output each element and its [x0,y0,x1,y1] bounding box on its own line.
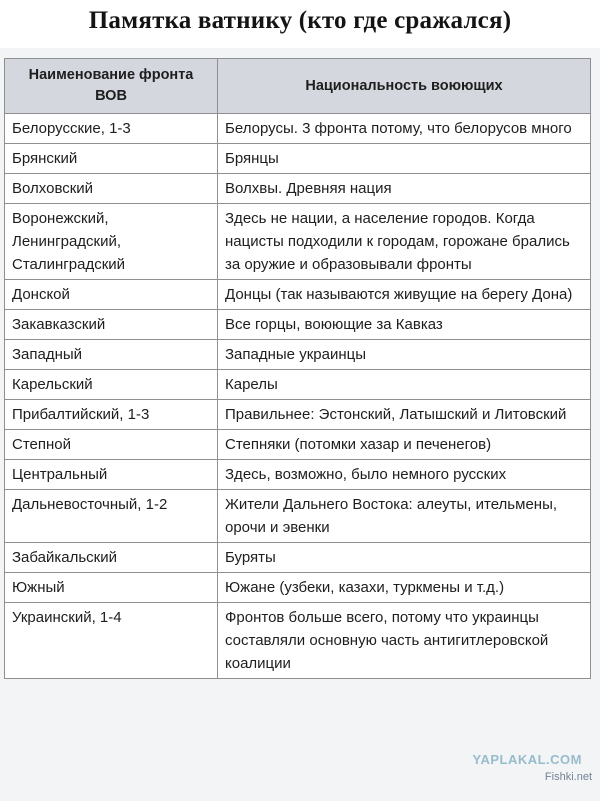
front-name-cell: Волховский [5,174,218,204]
watermark-yaplakal: YAPLAKAL.COM [472,752,582,767]
table-header-row [5,59,591,114]
watermark [472,752,592,783]
front-name-cell: Степной [5,430,218,460]
front-name-cell: Воронежский, Ленинградский, Сталинградский [5,204,218,280]
nationality-cell: Брянцы [218,144,591,174]
front-name-cell: Закавказский [5,310,218,340]
table-row [5,490,591,543]
table-row [5,400,591,430]
front-name-cell: Брянский [5,144,218,174]
table-row [5,340,591,370]
front-name-cell: Прибалтийский, 1-3 [5,400,218,430]
front-name-cell: Западный [5,340,218,370]
nationality-cell: Буряты [218,543,591,573]
front-name-cell: Южный [5,573,218,603]
table-row [5,144,591,174]
front-name-cell: Донской [5,280,218,310]
table-row [5,280,591,310]
nationality-cell: Карелы [218,370,591,400]
front-name-cell: Украинский, 1-4 [5,603,218,679]
nationality-cell: Здесь, возможно, было немного русских [218,460,591,490]
fronts-table [4,58,591,679]
memo-sheet [0,48,600,801]
nationality-cell: Волхвы. Древняя нация [218,174,591,204]
front-name-cell: Центральный [5,460,218,490]
nationality-cell: Правильнее: Эстонский, Латышский и Литовский [218,400,591,430]
table-row [5,603,591,679]
nationality-cell: Здесь не нации, а население городов. Когда нацисты подходили к городам, горожане брались за оружие и образовывали фронты [218,204,591,280]
nationality-cell: Степняки (потомки хазар и печенегов) [218,430,591,460]
table-row [5,174,591,204]
table-row [5,310,591,340]
table-row [5,204,591,280]
nationality-cell: Фронтов больше всего, потому что украинцы составляли основную часть антигитлеровской коалиции [218,603,591,679]
table-row [5,460,591,490]
table-row [5,573,591,603]
page-title: Памятка ватнику (кто где сражался) [88,7,512,34]
table-row [5,114,591,144]
nationality-cell: Южане (узбеки, казахи, туркмены и т.д.) [218,573,591,603]
front-name-cell: Дальневосточный, 1-2 [5,490,218,543]
nationality-cell: Жители Дальнего Востока: алеуты, ительмены, орочи и эвенки [218,490,591,543]
nationality-cell: Белорусы. 3 фронта потому, что белорусов много [218,114,591,144]
front-name-cell: Карельский [5,370,218,400]
table-row [5,430,591,460]
column-header-front: Наименование фронта ВОВ [5,59,218,114]
nationality-cell: Западные украинцы [218,340,591,370]
table-row [5,370,591,400]
front-name-cell: Забайкальский [5,543,218,573]
nationality-cell: Все горцы, воюющие за Кавказ [218,310,591,340]
watermark-fishki: Fishki.net [544,771,592,783]
nationality-cell: Донцы (так называются живущие на берегу Дона) [218,280,591,310]
column-header-nationality: Национальность воюющих [218,59,591,114]
front-name-cell: Белорусские, 1-3 [5,114,218,144]
table-row [5,543,591,573]
